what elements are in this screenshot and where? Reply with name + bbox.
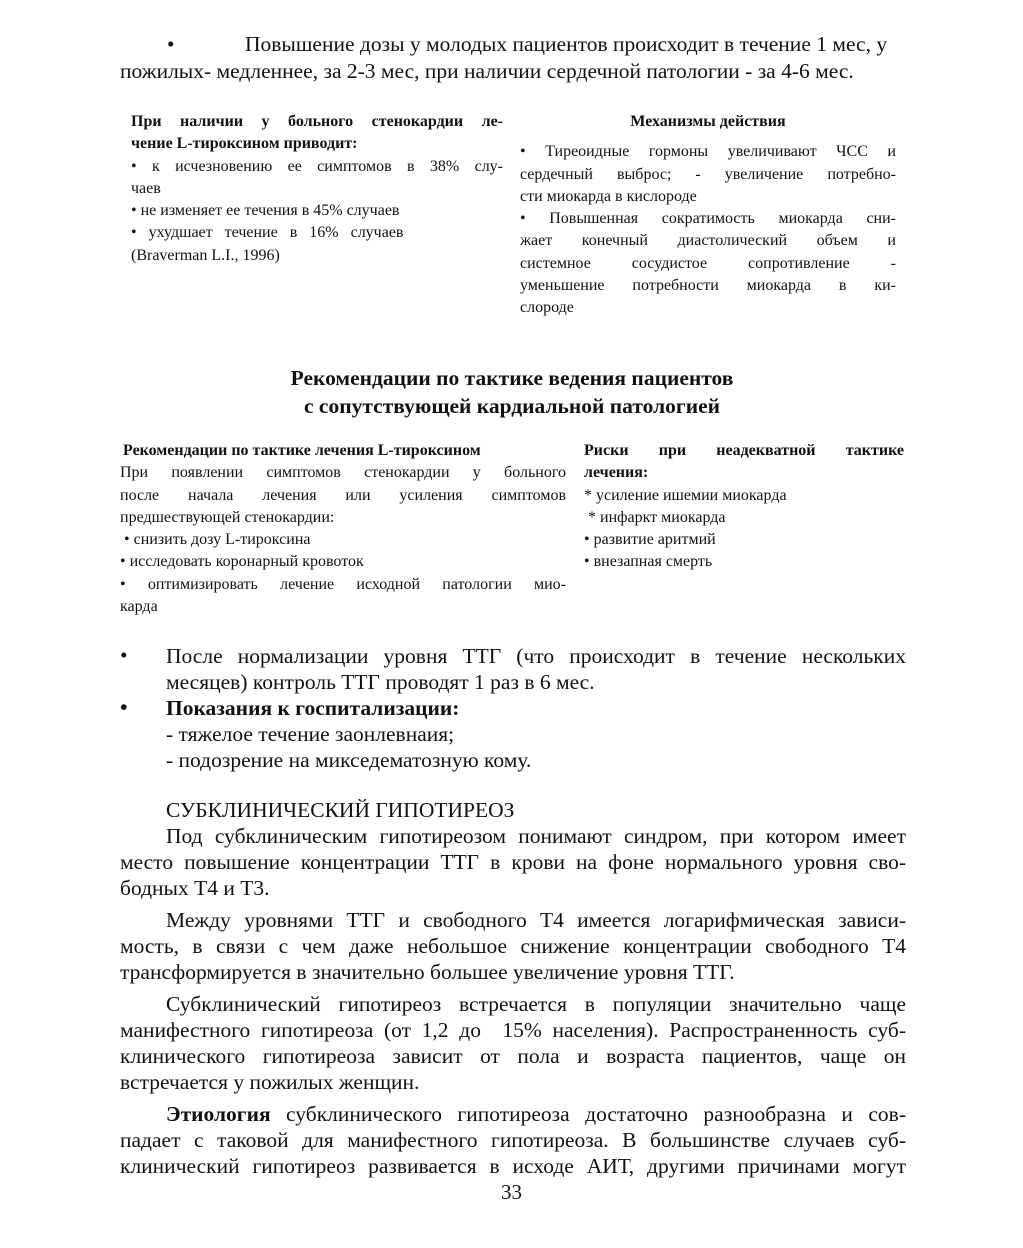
bullet-mark: •	[120, 695, 128, 719]
page-number: 33	[501, 1180, 522, 1204]
bullet-mark: •	[167, 32, 175, 56]
mechanisms-line: • Тиреоидные гормоны увеличивают ЧСС и	[520, 143, 896, 161]
mechanisms-line: сти миокарда в кислороде	[520, 187, 697, 205]
recommendations-line: предшествующей стенокардии:	[120, 508, 335, 526]
risks-heading-2: лечения:	[584, 464, 649, 482]
paragraph-line: манифестного гипотиреоза (от 1,2 до 15% населения). Распространенность суб-	[120, 1018, 906, 1042]
risks-heading-1: Риски при неадекватной тактике	[584, 442, 904, 459]
mechanisms-line: системное сосудистое сопротивление -	[520, 254, 896, 272]
paragraph-line: клинического гипотиреоза зависит от пола и возраста пациентов, чаще он	[120, 1044, 906, 1068]
recommendations-heading: Рекомендации по тактике лечения L-тироксином	[123, 442, 481, 459]
mechanisms-line: • Повышенная сократимость миокарда сни-	[520, 210, 896, 228]
mechanisms-line: уменьшение потребности миокарда в ки-	[520, 277, 896, 295]
bullet-mark: •	[120, 643, 128, 667]
recommendations-line: карда	[120, 598, 158, 616]
hospitalization-item: - тяжелое течение заонлевнаия;	[166, 722, 455, 746]
angina-line: • к исчезновению ее симптомов в 38% слу-	[131, 157, 503, 175]
mechanisms-column	[520, 111, 896, 320]
paragraph-line: клинический гипотиреоз развивается в исходе АИТ, другими причинами могут	[120, 1154, 906, 1178]
angina-effects-column	[131, 111, 503, 267]
risks-line: • внезапная смерть	[584, 553, 713, 571]
risks-line: • развитие аритмий	[584, 531, 716, 549]
angina-line: • ухудшает течение в 16% случаев	[131, 224, 404, 242]
paragraph-line: Между уровнями ТТГ и свободного Т4 имеется логарифмическая зависи-	[166, 908, 906, 932]
subclinical-heading: СУБКЛИНИЧЕСКИЙ ГИПОТИРЕОЗ	[166, 798, 515, 822]
risks-column	[584, 440, 904, 574]
angina-line: (Braverman L.I., 1996)	[131, 246, 280, 264]
tsh-control-bullet	[166, 643, 906, 695]
risks-line: * усиление ишемии миокарда	[584, 486, 787, 504]
tsh-control-line-1: После нормализации уровня ТТГ (что происходит в течение нескольких	[166, 644, 906, 668]
recommendations-line: При появлении симптомов стенокардии у больного	[120, 464, 566, 482]
paragraph-line: Субклинический гипотиреоз встречается в популяции значительно чаще	[166, 992, 906, 1016]
angina-heading-1: При наличии у больного стенокардии ле-	[131, 113, 503, 130]
risks-line: * инфаркт миокарда	[584, 508, 726, 526]
etiology-line-rest: субклинического гипотиреоза достаточно разнообразна и сов-	[270, 1102, 906, 1126]
tsh-control-line-2: месяцев) контроль ТТГ проводят 1 раз в 6 мес.	[166, 670, 595, 694]
etiology-term: Этиология	[166, 1102, 271, 1126]
hospitalization-bullet	[166, 695, 906, 773]
paragraph-line: место повышение концентрации ТТГ в крови на фоне нормального уровня сво-	[120, 850, 906, 874]
recommendations-line: • снизить дозу L-тироксина	[120, 531, 311, 549]
treatment-recommendations-column	[120, 440, 566, 618]
angina-heading-2: чение L-тироксином приводит:	[131, 135, 358, 153]
mechanisms-line: слороде	[520, 299, 574, 317]
subclinical-section	[120, 797, 906, 1179]
hospitalization-item: - подозрение на микседематозную кому.	[166, 748, 532, 772]
paragraph-line: мость, в связи с чем даже небольшое снижение концентрации свободного Т4	[120, 934, 906, 958]
intro-line-2: пожилых- медленнее, за 2-3 мес, при наличии сердечной патологии - за 4-6 мес.	[120, 59, 854, 83]
recommendations-line: • оптимизировать лечение исходной патологии мио-	[120, 575, 566, 593]
hospitalization-title: Показания к госпитализации:	[166, 696, 460, 720]
paragraph-line: встречается у пожилых женщин.	[120, 1070, 420, 1094]
paragraph-line: Под субклиническим гипотиреозом понимают синдром, при котором имеет	[166, 824, 906, 848]
section-title-line-1: Рекомендации по тактике ведения пациентов	[290, 366, 734, 390]
recommendations-line: • исследовать коронарный кровоток	[120, 553, 364, 571]
paragraph-line: бодных Т4 и Т3.	[120, 876, 270, 900]
etiology-line	[120, 1101, 906, 1127]
paragraph-line: падает с таковой для манифестного гипотиреоза. В большинстве случаев суб-	[120, 1128, 906, 1152]
paragraph-line: трансформируется в значительно большее увеличение уровня ТТГ.	[120, 960, 735, 984]
mechanisms-heading: Механизмы действия	[630, 113, 786, 130]
intro-line-1: Повышение дозы у молодых пациентов происходит в течение 1 мес, у	[245, 32, 888, 56]
section-title	[180, 364, 844, 420]
section-title-line-2: с сопутствующей кардиальной патологией	[303, 394, 721, 418]
mechanisms-line: сердечный выброс; - увеличение потребно-	[520, 165, 896, 183]
mechanisms-line: жает конечный диастолический объем и	[520, 232, 896, 250]
angina-line: • не изменяет ее течения в 45% случаев	[131, 202, 400, 220]
recommendations-line: после начала лечения или усиления симптомов	[120, 486, 566, 504]
angina-line: чаев	[131, 179, 161, 197]
